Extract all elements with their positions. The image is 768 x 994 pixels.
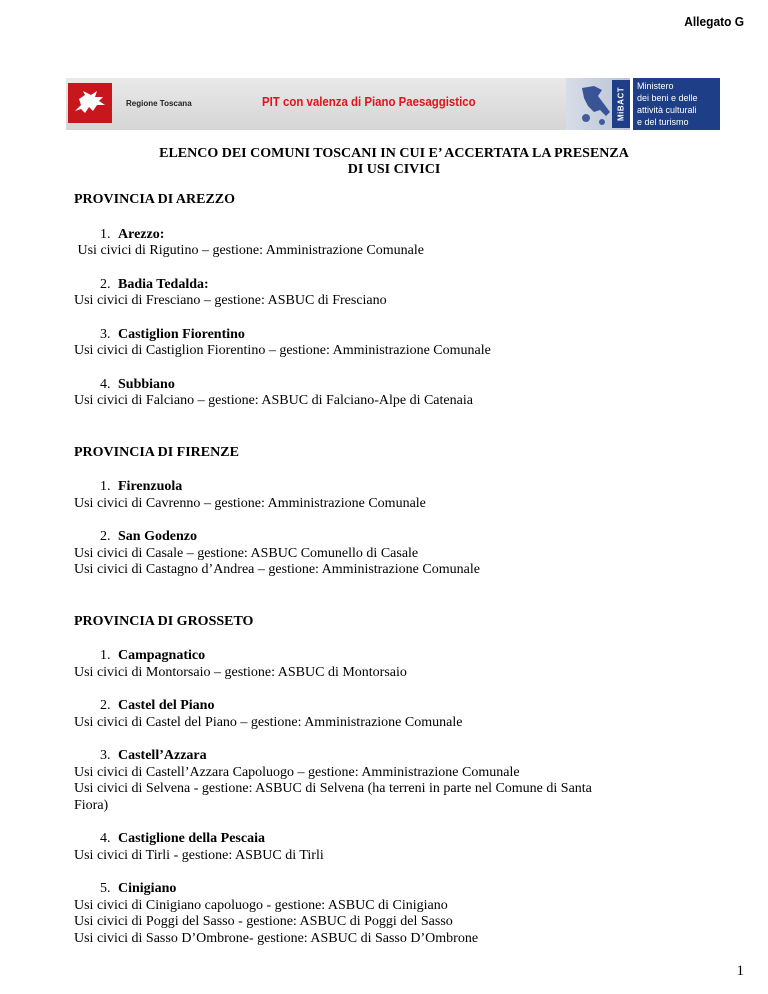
ministero-label (633, 78, 720, 130)
header-banner (66, 78, 720, 130)
document-body (74, 146, 714, 964)
ministero-line: dei beni e delle (637, 93, 698, 103)
usi-civici-line: Usi civici di Casale – gestione: ASBUC Comunello di Casale (74, 545, 419, 561)
province-section (74, 614, 714, 948)
comune-number: 3. (100, 326, 111, 342)
section-gap (74, 596, 714, 614)
comune-heading (74, 831, 714, 848)
mibac-vertical-label: MiBACT (612, 80, 630, 128)
page-number: 1 (736, 963, 744, 979)
comune-number: 2. (100, 529, 111, 544)
province-heading: PROVINCIA DI GROSSETO (74, 613, 254, 629)
comune-heading (74, 377, 714, 394)
comune-entry (74, 831, 714, 864)
comune-number: 1. (100, 648, 111, 663)
comune-heading (74, 748, 714, 765)
comune-name: Castell’Azzara (118, 748, 207, 763)
comune-heading (74, 881, 714, 898)
comune-number: 2. (100, 276, 111, 292)
ministero-line: e del turismo (637, 117, 689, 127)
document-title (74, 146, 714, 178)
comune-name: Castel del Piano (118, 698, 215, 713)
annex-label: Allegato G (684, 14, 744, 29)
comune-name: Cinigiano (118, 881, 177, 896)
usi-civici-line: Usi civici di Fresciano – gestione: ASBUC di Fresciano (74, 293, 387, 308)
usi-civici-line: Usi civici di Sasso D’Ombrone- gestione: ASBUC di Sasso D’Ombrone (74, 930, 479, 946)
usi-civici-line: Usi civici di Tirli - gestione: ASBUC di Tirli (74, 847, 324, 863)
comune-entry (74, 327, 714, 360)
comune-heading (74, 698, 714, 715)
comune-heading (74, 277, 714, 294)
province-heading: PROVINCIA DI AREZZO (74, 192, 236, 207)
comune-name: Campagnatico (118, 648, 206, 663)
ministero-line: Ministero (637, 81, 674, 91)
comune-entry (74, 698, 714, 731)
section-gap (74, 427, 714, 445)
province-heading: PROVINCIA DI FIRENZE (74, 444, 239, 460)
comune-heading (74, 529, 714, 546)
comune-number: 5. (100, 881, 111, 896)
comune-entry (74, 881, 714, 947)
comune-entry (74, 748, 714, 814)
comune-name: San Godenzo (118, 529, 197, 544)
title-line: ELENCO DEI COMUNI TOSCANI IN CUI E’ ACCERTATA LA PRESENZA (159, 146, 629, 161)
usi-civici-line: Usi civici di Castell’Azzara Capoluogo – gestione: Amministrazione Comunale (74, 764, 520, 780)
comune-name: Castiglione della Pescaia (118, 831, 265, 846)
comune-number: 3. (100, 748, 111, 763)
comune-entry (74, 648, 714, 681)
comune-heading (74, 479, 714, 496)
comune-name: Firenzuola (118, 479, 183, 494)
comune-entry (74, 529, 714, 579)
comune-entry (74, 479, 714, 512)
comune-number: 4. (100, 831, 111, 846)
usi-civici-line: Usi civici di Selvena - gestione: ASBUC di Selvena (ha terreni in parte nel Comune di Santa (74, 781, 592, 796)
italy-map-icon (572, 82, 616, 126)
comune-number: 1. (100, 479, 111, 494)
comune-heading (74, 327, 714, 344)
comune-heading (74, 648, 714, 665)
usi-civici-line: Fiora) (74, 797, 109, 813)
usi-civici-line: Usi civici di Cinigiano capoluogo - gestione: ASBUC di Cinigiano (74, 897, 448, 913)
comune-entry (74, 227, 714, 260)
ministero-line: attività culturali (637, 105, 697, 115)
comune-name: Badia Tedalda: (118, 276, 209, 292)
pit-label: PIT con valenza di Piano Paesaggistico (262, 94, 476, 109)
usi-civici-line: Usi civici di Poggi del Sasso - gestione: ASBUC di Poggi del Sasso (74, 914, 453, 929)
comune-number: 4. (100, 376, 111, 392)
comune-heading (74, 227, 714, 244)
usi-civici-line: Usi civici di Rigutino – gestione: Amministrazione Comunale (74, 243, 424, 258)
regione-label: Regione Toscana (126, 99, 192, 108)
usi-civici-line: Usi civici di Falciano – gestione: ASBUC di Falciano-Alpe di Catenaia (74, 393, 473, 408)
province-section (74, 445, 714, 614)
province-list (74, 192, 714, 947)
comune-name: Castiglion Fiorentino (118, 326, 245, 342)
usi-civici-line: Usi civici di Castiglion Fiorentino – gestione: Amministrazione Comunale (74, 343, 491, 358)
title-line: DI USI CIVICI (347, 162, 441, 177)
regione-toscana-logo (68, 83, 112, 123)
comune-entry (74, 377, 714, 410)
usi-civici-line: Usi civici di Castel del Piano – gestione: Amministrazione Comunale (74, 714, 463, 730)
pegasus-icon (71, 87, 109, 119)
usi-civici-line: Usi civici di Montorsaio – gestione: ASBUC di Montorsaio (74, 664, 407, 680)
province-section (74, 192, 714, 445)
comune-name: Arezzo: (118, 226, 165, 242)
usi-civici-line: Usi civici di Castagno d’Andrea – gestione: Amministrazione Comunale (74, 562, 480, 577)
comune-name: Subbiano (118, 376, 175, 392)
usi-civici-line: Usi civici di Cavrenno – gestione: Amministrazione Comunale (74, 495, 426, 511)
comune-number: 1. (100, 226, 111, 242)
comune-entry (74, 277, 714, 310)
comune-number: 2. (100, 698, 111, 713)
